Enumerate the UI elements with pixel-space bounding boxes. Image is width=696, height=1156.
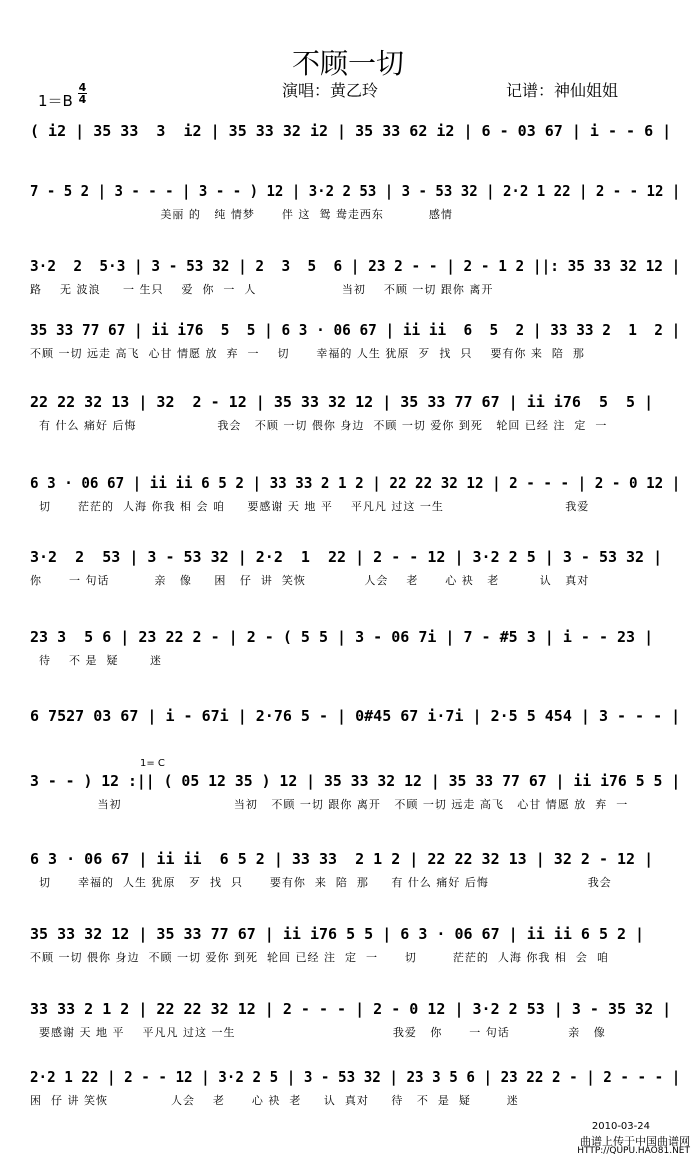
score-row: [0, 628, 696, 698]
notation-line: 6 3 · 06 67 | ii ii 6 5 2 | 33 33 2 1 2 | 22 22 32 13 | 32 2 - 12 |: [30, 850, 654, 868]
key-change-label: 1= C: [140, 758, 165, 769]
score-row: [0, 474, 696, 544]
score-row: [0, 925, 696, 995]
notation-line: 6 7527 03 67 | i - 67i | 2·76 5 - | 0#45 67 i·7i | 2·5 5 454 | 3 - - - |: [30, 707, 681, 725]
lyrics-line: 当初 当初 不顾 一切 跟你 离开 不顾 一切 远走 高飞 心甘 情愿 放 弃 一: [30, 798, 629, 811]
lyrics-line: 切 茫茫的 人海 你我 相 会 咱 要感谢 天 地 平 平凡凡 过这 一生 我爱: [30, 500, 590, 513]
notation-line: 3·2 2 53 | 3 - 53 32 | 2·2 1 22 | 2 - - 12 | 3·2 2 5 | 3 - 53 32 |: [30, 548, 663, 566]
score-row: [0, 321, 696, 391]
score-row: [0, 548, 696, 618]
lyrics-line: 困 仔 讲 笑恢 人会 老 心 袂 老 认 真对 待 不 是 疑 迷: [30, 1094, 519, 1107]
notation-line: 23 3 5 6 | 23 22 2 - | 2 - ( 5 5 | 3 - 06 7i | 7 - #5 3 | i - - 23 |: [30, 628, 654, 646]
time-signature: [78, 82, 87, 105]
upload-credit: 曲谱上传于中国曲谱网: [580, 1135, 690, 1148]
score-row: [0, 182, 696, 252]
upload-date: 2010-03-24: [591, 1121, 650, 1132]
notation-line: 35 33 77 67 | ii i76 5 5 | 6 3 · 06 67 | ii ii 6 5 2 | 33 33 2 1 2 |: [30, 321, 681, 339]
notation-line: 7 - 5 2 | 3 - - - | 3 - - ) 12 | 3·2 2 53 | 3 - 53 32 | 2·2 1 22 | 2 - - 12 |: [30, 182, 681, 200]
notation-line: 3 - - ) 12 :|| ( 05 12 35 ) 12 | 35 33 32 12 | 35 33 77 67 | ii i76 5 5 |: [30, 772, 681, 790]
score-row: [0, 257, 696, 327]
score-row: [0, 707, 696, 777]
lyrics-line: 待 不 是 疑 迷: [30, 654, 162, 667]
notation-line: 2·2 1 22 | 2 - - 12 | 3·2 2 5 | 3 - 53 32 | 23 3 5 6 | 23 22 2 - | 2 - - - |: [30, 1068, 681, 1086]
lyrics-line: 不顾 一切 远走 高飞 心甘 情愿 放 弃 一 切 幸福的 人生 犹原 歹 找 只 要有你 来 陪 那: [30, 347, 585, 360]
notation-line: 35 33 32 12 | 35 33 77 67 | ii i76 5 5 | 6 3 · 06 67 | ii ii 6 5 2 |: [30, 925, 645, 943]
lyrics-line: 要感谢 天 地 平 平凡凡 过这 一生 我爱 你 一 句话 亲 像: [30, 1026, 606, 1039]
score-row: [0, 850, 696, 920]
score-row: [0, 393, 696, 463]
lyrics-line: 有 什么 痛好 后悔 我会 不顾 一切 偎你 身边 不顾 一切 爱你 到死 轮回 已经 注 定 一: [30, 419, 608, 432]
key-signature: 1＝B: [38, 92, 73, 110]
lyrics-line: 美丽 的 纯 情梦 伴 这 鸳 鸯走西东 感情: [30, 208, 453, 221]
time-signature-bottom: 4: [78, 93, 87, 106]
notation-line: 6 3 · 06 67 | ii ii 6 5 2 | 33 33 2 1 2 | 22 22 32 12 | 2 - - - | 2 - 0 12 |: [30, 474, 681, 492]
song-title: 不顾一切: [291, 47, 404, 80]
site-url: HTTP://QUPU.HAO81.NET: [577, 1146, 690, 1156]
score-row: [0, 1000, 696, 1070]
lyrics-line: 你 一 句话 亲 像 困 仔 讲 笑恢 人会 老 心 袂 老 认 真对: [30, 574, 590, 587]
lyrics-line: 路 无 波浪 一 生只 爱 你 一 人 当初 不顾 一切 跟你 离开: [30, 283, 494, 296]
notation-line: 3·2 2 5·3 | 3 - 53 32 | 2 3 5 6 | 23 2 - - | 2 - 1 2 ||: 35 33 32 12 |: [30, 257, 681, 275]
time-signature-top: 4: [78, 81, 87, 94]
notation-line: 33 33 2 1 2 | 22 22 32 12 | 2 - - - | 2 - 0 12 | 3·2 2 53 | 3 - 35 32 |: [30, 1000, 672, 1018]
singer-credit: 演唱：黄乙玲: [282, 81, 379, 100]
lyrics-line: 不顾 一切 偎你 身边 不顾 一切 爱你 到死 轮回 已经 注 定 一 切 茫茫的 人海 你我 相 会 咱: [30, 951, 609, 964]
notation-line: ( i2 | 35 33 3 i2 | 35 33 32 i2 | 35 33 62 i2 | 6 - 03 67 | i - - 6 |: [30, 122, 672, 140]
lyrics-line: 切 幸福的 人生 犹原 歹 找 只 要有你 来 陪 那 有 什么 痛好 后悔 我会: [30, 876, 612, 889]
notation-line: 22 22 32 13 | 32 2 - 12 | 35 33 32 12 | 35 33 77 67 | ii i76 5 5 |: [30, 393, 654, 411]
transcriber-credit: 记谱：神仙姐姐: [506, 81, 619, 100]
score-row: [0, 758, 696, 842]
